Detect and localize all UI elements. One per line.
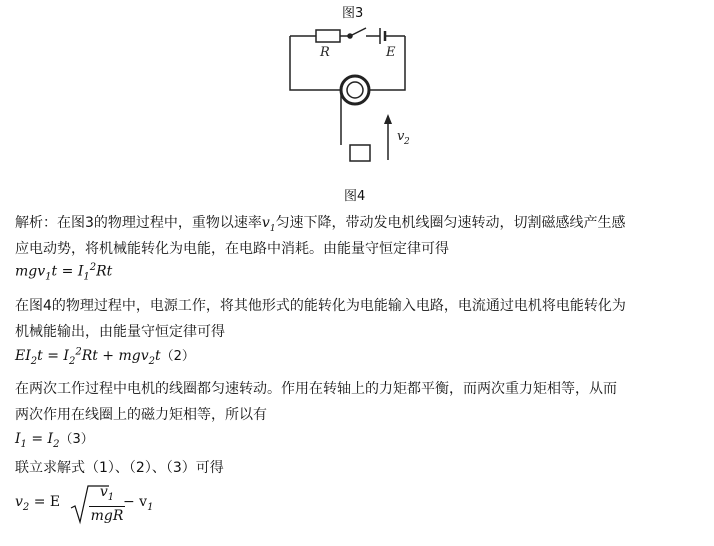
velocity-arrow-head xyxy=(384,114,392,124)
para2-line2: 机械能输出，由能量守恒定律可得 xyxy=(15,324,225,340)
equation-2: $EI_2t = I_2^2Rt + mgv_2t(2)$ xyxy=(15,346,195,367)
motor-outer xyxy=(341,76,369,104)
equation-3: $I_1 = I_2(3)$ xyxy=(15,431,94,450)
switch-blade xyxy=(352,28,366,35)
weight-block xyxy=(350,145,370,161)
label-E: E xyxy=(386,45,396,60)
label-R: R xyxy=(320,45,330,60)
equation-1: $mgv_1t = I_1^2Rt$ xyxy=(15,262,113,283)
text-segment: 匀速下降，带动发电机线圈匀速转动，切割磁感线产生感 xyxy=(275,215,626,231)
figure-3-caption: 图3 xyxy=(342,6,364,21)
circuit-diagram xyxy=(0,0,714,200)
inline-variable: $v_1$ xyxy=(261,215,276,234)
para3-line2: 两次作用在线圈上的磁力矩相等，所以有 xyxy=(15,407,267,423)
switch-terminal xyxy=(348,34,352,38)
para4-line: 联立求解式（1）、（2）、（3）可得 xyxy=(15,460,224,476)
wire-left xyxy=(290,36,342,90)
figure-4-caption: 图4 xyxy=(344,189,366,204)
para1-line2: 应电动势，将机械能转化为电能，在电路中消耗。由能量守恒定律可得 xyxy=(15,241,449,257)
fraction: $v_1$ mgR xyxy=(90,484,124,524)
text-segment: 解析：在图3的物理过程中，重物以速率 xyxy=(15,215,262,231)
label-v-sub: 2 xyxy=(404,137,410,147)
para2-line1: 在图4的物理过程中，电源工作，将其他形式的能转化为电能输入电路，电流通过电机将电能转化为 xyxy=(15,298,626,314)
para1-line1 xyxy=(15,212,626,234)
resistor xyxy=(316,30,340,42)
label-v: v xyxy=(397,129,405,144)
para3-line1: 在两次工作过程中电机的线圈都匀速转动。作用在转轴上的力矩都平衡，而两次重力矩相等，从而 xyxy=(15,381,617,397)
